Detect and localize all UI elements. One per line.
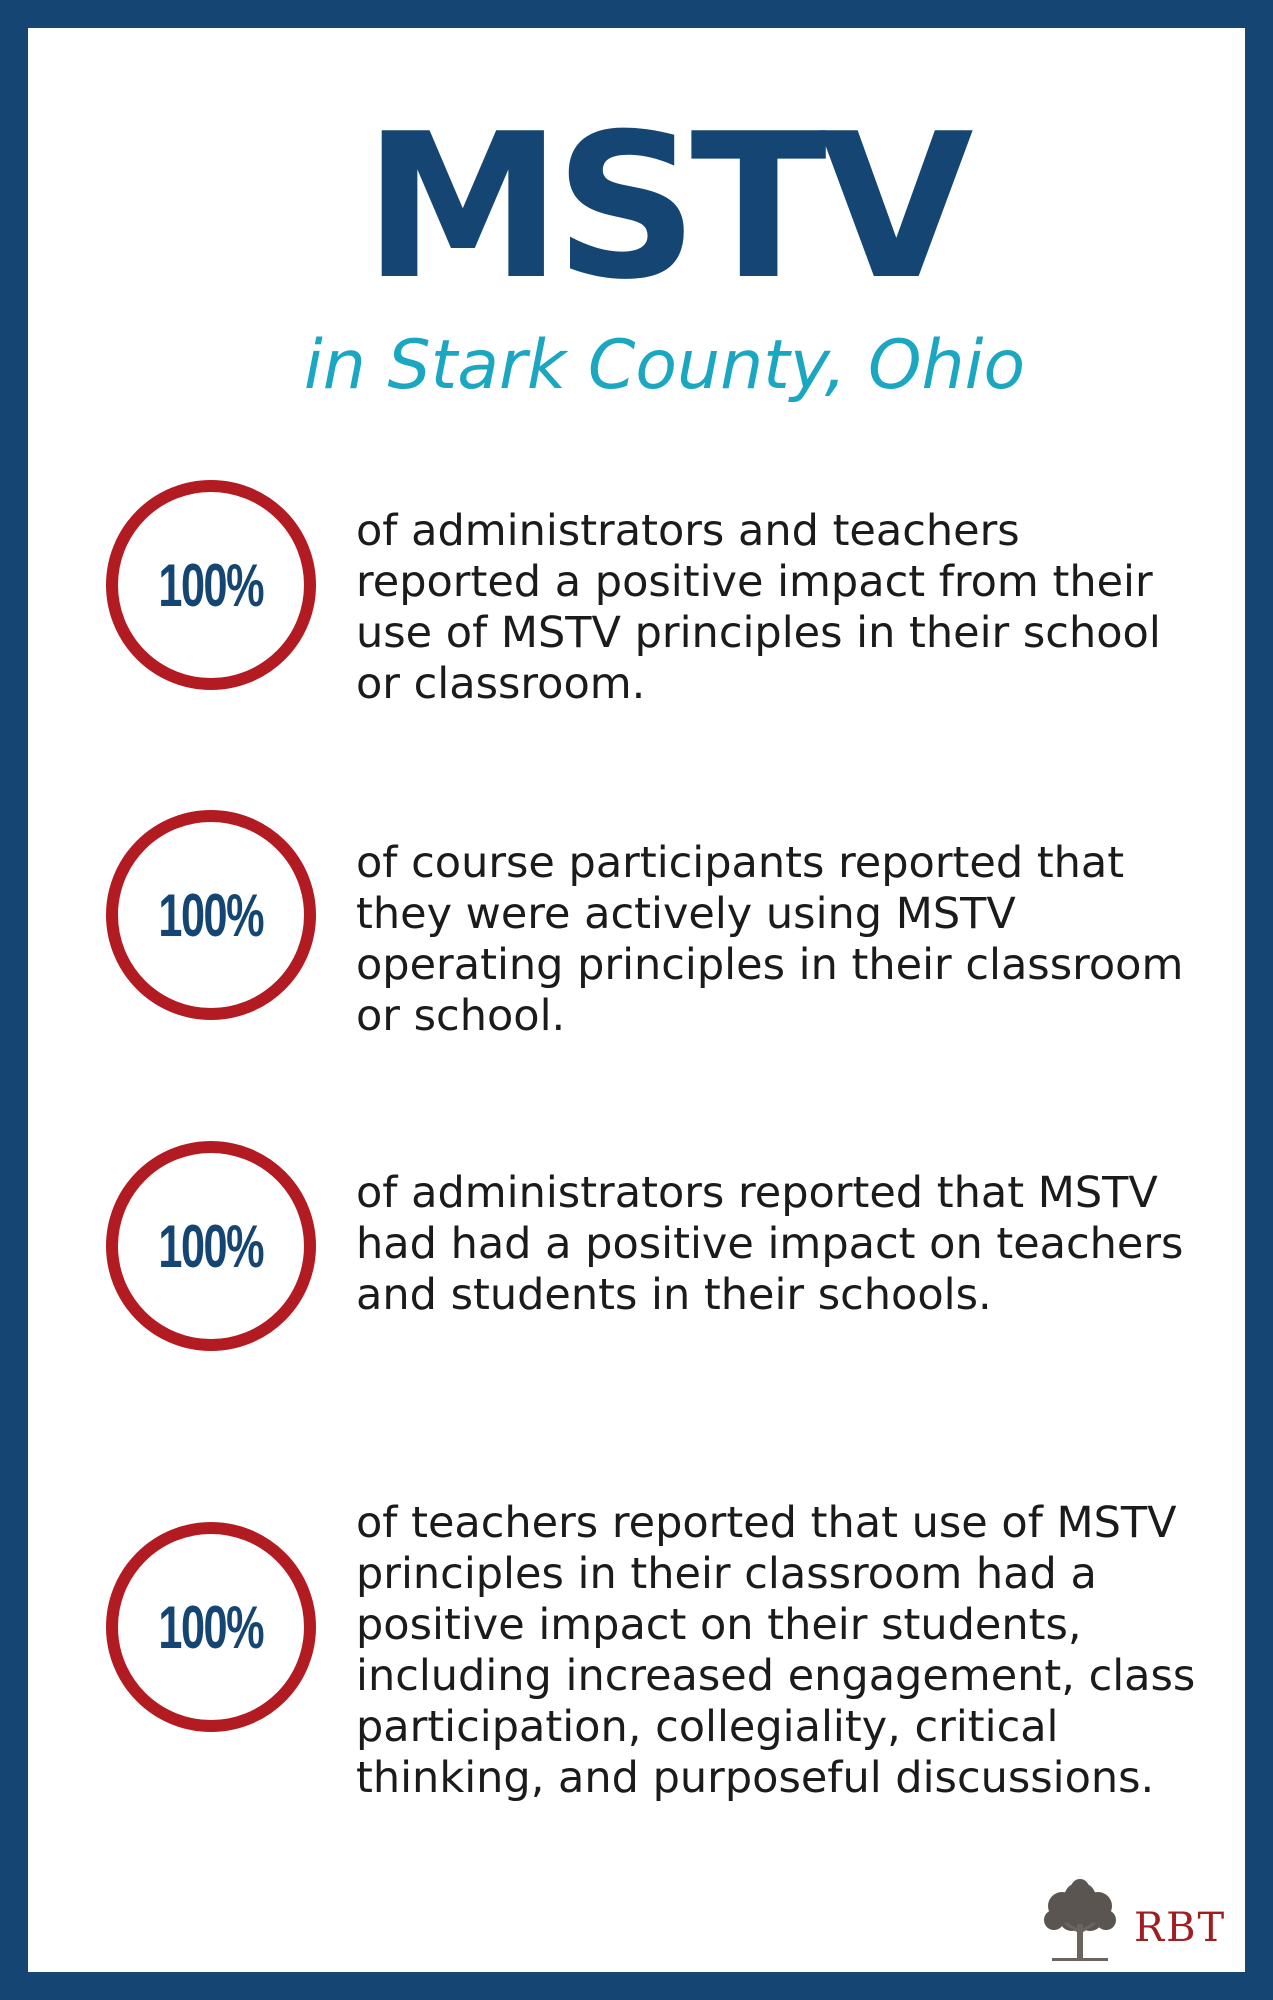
stat-description: of teachers reported that use of MSTV principles in their classroom had a positive impact on their students, including increased engagement, class participation, collegiality, critical thinking, and purposeful discussions.	[356, 1498, 1196, 1803]
stat-value: 100%	[158, 881, 264, 949]
rbt-logo	[1038, 1876, 1238, 1966]
stat-value: 100%	[158, 1593, 264, 1661]
percent-ring	[106, 1522, 316, 1732]
page-title: MSTV	[363, 91, 966, 324]
logo-text: RBT	[1134, 1905, 1227, 1951]
percent-ring	[106, 810, 316, 1020]
stat-description: of course participants reported that they were actively using MSTV operating principles in their classroom or school.	[356, 838, 1184, 1041]
page-subtitle: in Stark County, Ohio	[303, 326, 1026, 405]
stat-value: 100%	[158, 551, 264, 619]
percent-ring	[106, 480, 316, 690]
stat-description: of administrators and teachers reported a positive impact from their use of MSTV principles in their school or classroom.	[356, 506, 1161, 709]
tree-icon	[1038, 1876, 1122, 1966]
percent-ring	[106, 1141, 316, 1351]
stat-value: 100%	[158, 1212, 264, 1280]
stat-description: of administrators reported that MSTV had had a positive impact on teachers and students in their schools.	[356, 1168, 1184, 1320]
